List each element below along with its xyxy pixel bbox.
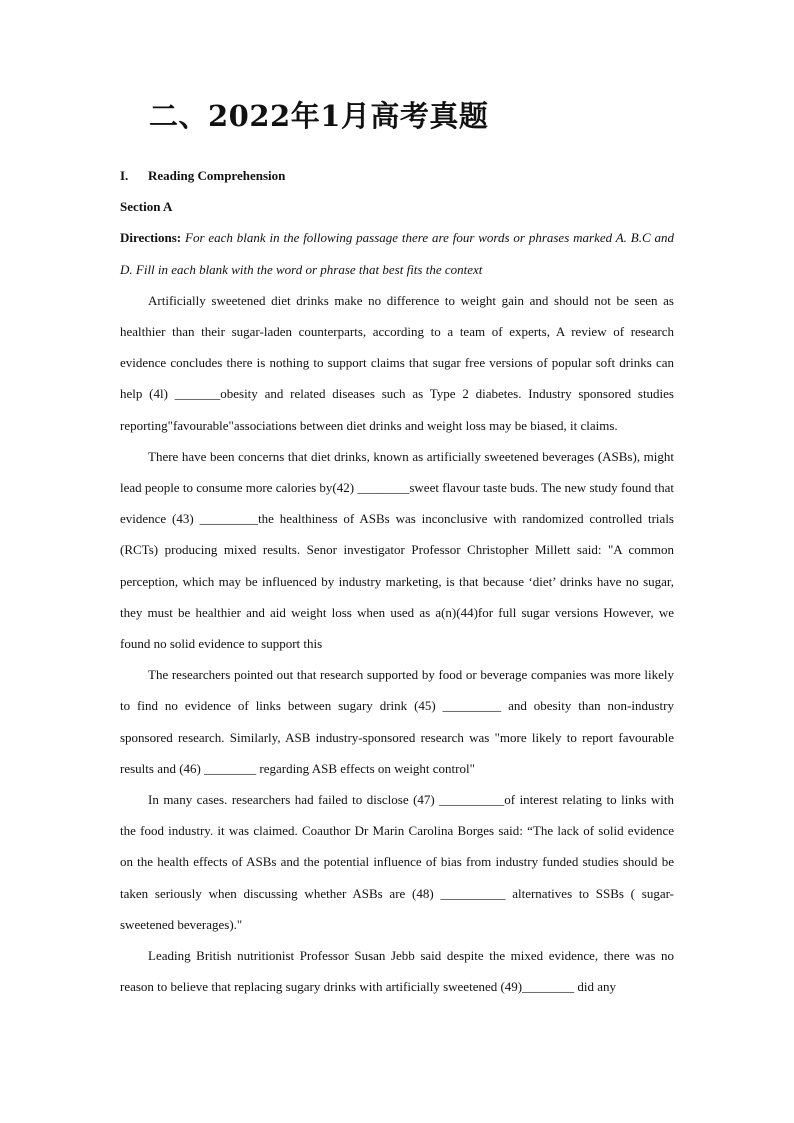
section-number: I. — [120, 168, 129, 183]
section-heading-label: Reading Comprehension — [148, 168, 286, 183]
passage-paragraph-4: In many cases. researchers had failed to disclose (47) __________of interest relating to links with the food industry. it was claimed. Coauthor Dr Marin Carolina Borges said: “The lack of solid evidence on the health effects of ASBs and the potential influence of bias from industry funded studies should be taken seriously when discussing whether ASBs are (48) __________ alternatives to SSBs ( sugar-sweetened beverages)." — [120, 792, 674, 932]
directions-label: Directions: — [120, 230, 182, 246]
passage-paragraph-2: There have been concerns that diet drinks, known as artificially sweetened beverages (ASBs), might lead people to consume more calories by(42) ________sweet flavour taste buds. The new study found that evidence (43) _________the healthiness of ASBs was inconclusive with randomized controlled trials (RCTs) producing mixed results. Senor investigator Professor Christopher Millett said: "A common perception, which may be influenced by industry marketing, is that because ‘diet’ drinks have no sugar, they must be healthier and aid weight loss when used as a(n)(44)for full sugar versions However, we found no solid evidence to support this — [120, 448, 674, 652]
subsection-heading: Section A — [120, 199, 173, 215]
directions — [120, 222, 674, 284]
passage-paragraph-1: Artificially sweetened diet drinks make no difference to weight gain and should not be seen as healthier than their sugar-laden counterparts, according to a team of experts, A review of research evidence concludes there is nothing to support claims that sugar free versions of popular soft drinks can help (4l) _______obesity and related diseases such as Type 2 diabetes. Industry sponsored studies reporting"favourable"associations between diet drinks and weight loss may be biased, it claims. — [120, 292, 674, 433]
page-title: 二、2022年1月高考真题 — [149, 99, 489, 133]
passage-paragraph-3: The researchers pointed out that research supported by food or beverage companies was more likely to find no evidence of links between sugary drink (45) _________ and obesity than non-industry sponsored research. Similarly, ASB industry-sponsored research was "more likely to report favourable results and (46) ________ regarding ASB effects on weight control" — [120, 667, 674, 776]
section-heading — [120, 160, 674, 191]
document-body — [120, 160, 674, 1002]
directions-text: For each blank in the following passage there are four words or phrases marked A. B.C and D. Fill in each blank with the word or phrase that best fits the context — [120, 230, 674, 277]
passage-paragraph-5: Leading British nutritionist Professor Susan Jebb said despite the mixed evidence, there was no reason to believe that replacing sugary drinks with artificially sweetened (49)________ did any — [120, 948, 674, 995]
